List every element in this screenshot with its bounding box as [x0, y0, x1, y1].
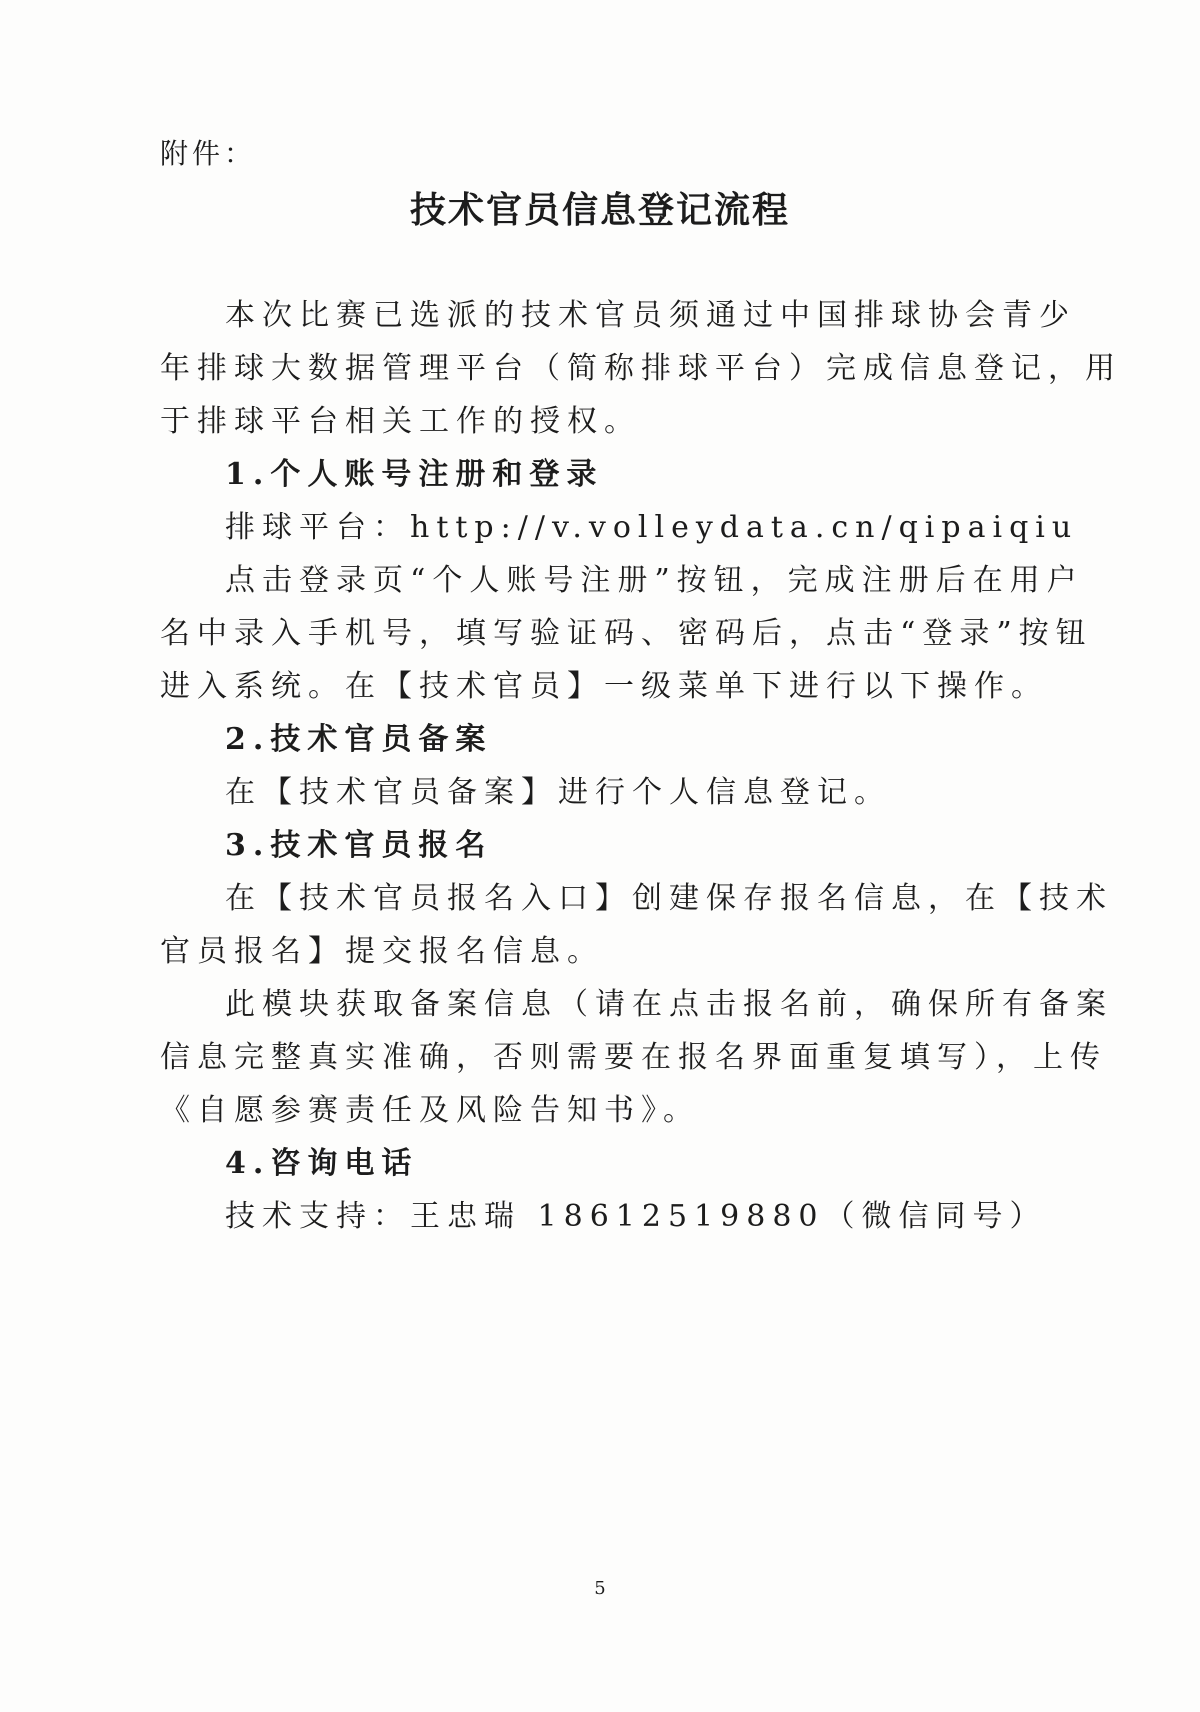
- section-3-note-line-2: 信息完整真实准确，否则需要在报名界面重复填写），上传: [160, 1040, 1107, 1075]
- section-1-heading: 1.个人账号注册和登录: [225, 457, 604, 492]
- page-number: 5: [594, 1578, 606, 1599]
- section-4-heading: 4.咨询电话: [225, 1146, 419, 1181]
- section-2-body: 在【技术官员备案】进行个人信息登记。: [225, 775, 891, 810]
- document-title: 技术官员信息登记流程: [409, 189, 790, 231]
- section-3-body-line-1: 在【技术官员报名入口】创建保存报名信息，在【技术: [225, 881, 1113, 916]
- contact-line: 技术支持：王忠瑞 18612519880（微信同号）: [225, 1199, 1047, 1234]
- intro-line-1: 本次比赛已选派的技术官员须通过中国排球协会青少: [225, 298, 1076, 333]
- section-1-body-line-2: 名中录入手机号，填写验证码、密码后，点击“登录”按钮: [160, 616, 1093, 651]
- section-3-heading: 3.技术官员报名: [225, 828, 493, 863]
- section-1-body-line-3: 进入系统。在【技术官员】一级菜单下进行以下操作。: [160, 669, 1048, 704]
- section-3-note-line-3: 《自愿参赛责任及风险告知书》。: [160, 1093, 700, 1128]
- attachment-label: 附件：: [160, 137, 257, 170]
- section-1-body-line-1: 点击登录页“个人账号注册”按钮，完成注册后在用户: [225, 563, 1084, 598]
- section-3-body-line-2: 官员报名】提交报名信息。: [160, 934, 604, 969]
- section-3-note-line-1: 此模块获取备案信息（请在点击报名前，确保所有备案: [225, 987, 1113, 1022]
- intro-line-3: 于排球平台相关工作的授权。: [160, 404, 641, 439]
- intro-line-2: 年排球大数据管理平台（简称排球平台）完成信息登记，用: [160, 351, 1122, 386]
- section-2-heading: 2.技术官员备案: [225, 722, 493, 757]
- platform-url-line: 排球平台：http://v.volleydata.cn/qipaiqiu: [225, 510, 1079, 545]
